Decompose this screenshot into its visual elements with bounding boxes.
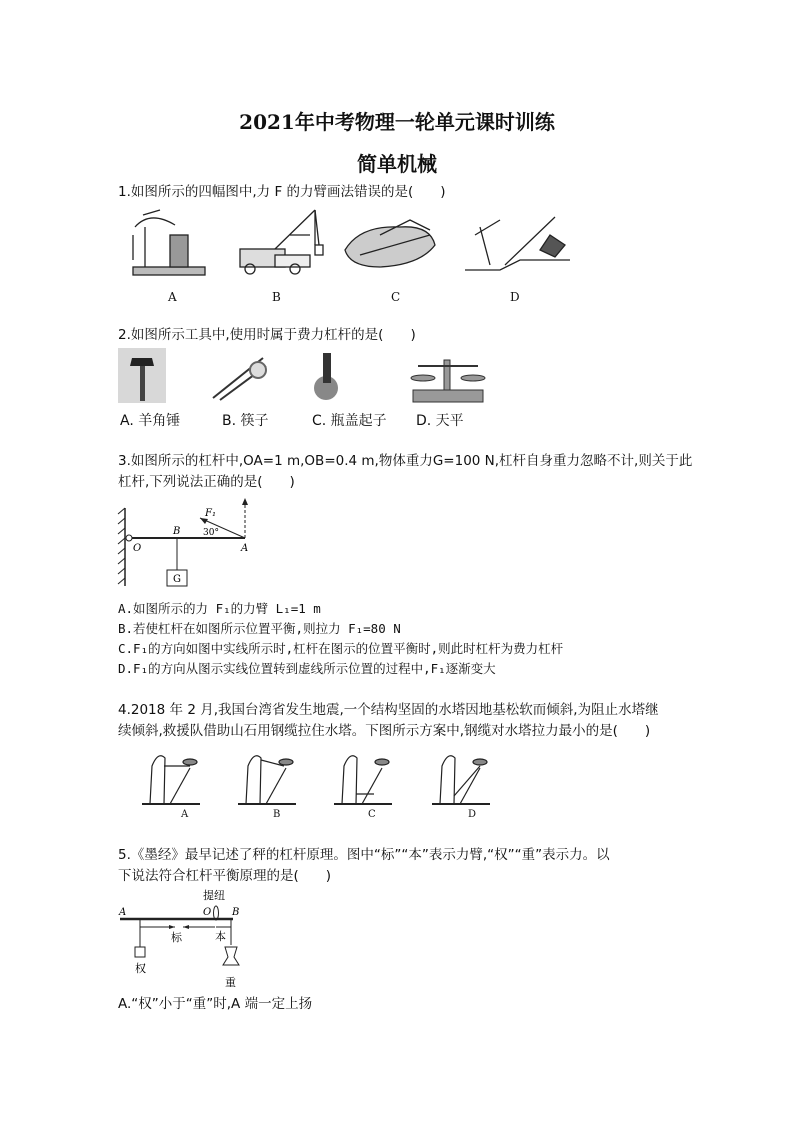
q4-label-c: C <box>368 809 376 820</box>
q1-label-a: A <box>168 290 177 304</box>
q2-fig-opener <box>314 353 338 400</box>
q5-fig-b: B <box>232 907 240 918</box>
q5-fig-tiniu: 提纽 <box>203 889 225 902</box>
q3-stem-line2: 杠杆,下列说法正确的是( ) <box>118 474 295 490</box>
q2-fig-balance <box>411 360 485 402</box>
q1-fig-d <box>465 217 570 270</box>
page-subtitle: 简单机械 <box>357 152 437 176</box>
q4-fig-d <box>432 756 490 804</box>
q2-fig-hammer <box>118 348 166 403</box>
q3-option-d: D.F₁的方向从图示实线位置转到虚线所示位置的过程中,F₁逐渐变大 <box>118 661 496 676</box>
q3-fig-o: O <box>133 543 142 554</box>
q3-option-c: C.F₁的方向如图中实线所示时,杠杆在图示的位置平衡时,则此时杠杆为费力杠杆 <box>118 641 564 656</box>
q1-fig-b <box>240 210 323 274</box>
q5-stem-line2: 下说法符合杠杆平衡原理的是( ) <box>118 868 332 884</box>
q3-stem-line1: 3.如图所示的杠杆中,OA=1 m,OB=0.4 m,物体重力G=100 N,杠杆自身重力忽略不计,则关于此 <box>118 453 693 469</box>
q1-stem: 1.如图所示的四幅图中,力 F 的力臂画法错误的是( ) <box>118 184 446 200</box>
q3-option-a: A.如图所示的力 F₁的力臂 L₁=1 m <box>118 601 321 616</box>
q4-label-a: A <box>181 809 189 820</box>
q2-fig-chopsticks <box>213 358 266 400</box>
q2-stem: 2.如图所示工具中,使用时属于费力杠杆的是( ) <box>118 327 416 343</box>
q2-figure <box>118 348 488 406</box>
q4-fig-a <box>142 756 200 804</box>
q5-option-a: A.“权”小于“重”时,A 端一定上扬 <box>118 996 313 1012</box>
q2-option-c: C. 瓶盖起子 <box>312 413 387 429</box>
q5-fig-ben: 本 <box>215 930 226 943</box>
q4-label-b: B <box>273 809 281 820</box>
page-title: 2021年中考物理一轮单元课时训练 <box>239 110 555 134</box>
q3-fig-b: B <box>173 526 181 537</box>
q3-fig-angle: 30° <box>203 528 219 538</box>
q3-figure <box>115 498 255 590</box>
q1-label-d: D <box>510 290 520 304</box>
q5-fig-zhong: 重 <box>225 976 236 989</box>
q5-fig-a: A <box>119 907 127 918</box>
q1-fig-a <box>133 210 205 275</box>
q3-option-b: B.若使杠杆在如图所示位置平衡,则拉力 F₁=80 N <box>118 621 401 636</box>
q4-label-d: D <box>468 809 477 820</box>
q3-fig-g: G <box>173 574 181 585</box>
q2-option-d: D. 天平 <box>416 413 464 429</box>
q5-fig-biao: 标 <box>171 931 182 944</box>
q5-stem-line1: 5.《墨经》最早记述了秤的杠杆原理。图中“标”“本”表示力臂,“权”“重”表示力。以 <box>118 847 610 863</box>
q5-fig-quan: 权 <box>135 962 146 975</box>
q1-label-c: C <box>391 290 401 304</box>
q1-label-b: B <box>272 290 281 304</box>
q1-fig-c <box>345 220 435 267</box>
q5-fig-o: O <box>203 907 212 918</box>
q3-fig-a: A <box>241 543 249 554</box>
q4-stem-line2: 续倾斜,救援队借助山石用钢缆拉住水塔。下图所示方案中,钢缆对水塔拉力最小的是( ) <box>118 723 651 739</box>
q3-fig-f1: F₁ <box>205 508 216 519</box>
q2-option-a: A. 羊角锤 <box>120 413 181 429</box>
q4-fig-c <box>334 756 392 804</box>
q4-stem-line1: 4.2018 年 2 月,我国台湾省发生地震,一个结构坚固的水塔因地基松软而倾斜,为阻止水塔继 <box>118 702 659 718</box>
q4-fig-b <box>238 756 296 804</box>
q4-figure <box>140 746 520 808</box>
q2-option-b: B. 筷子 <box>222 413 269 429</box>
q5-figure <box>115 887 260 991</box>
q1-figure <box>115 205 585 285</box>
